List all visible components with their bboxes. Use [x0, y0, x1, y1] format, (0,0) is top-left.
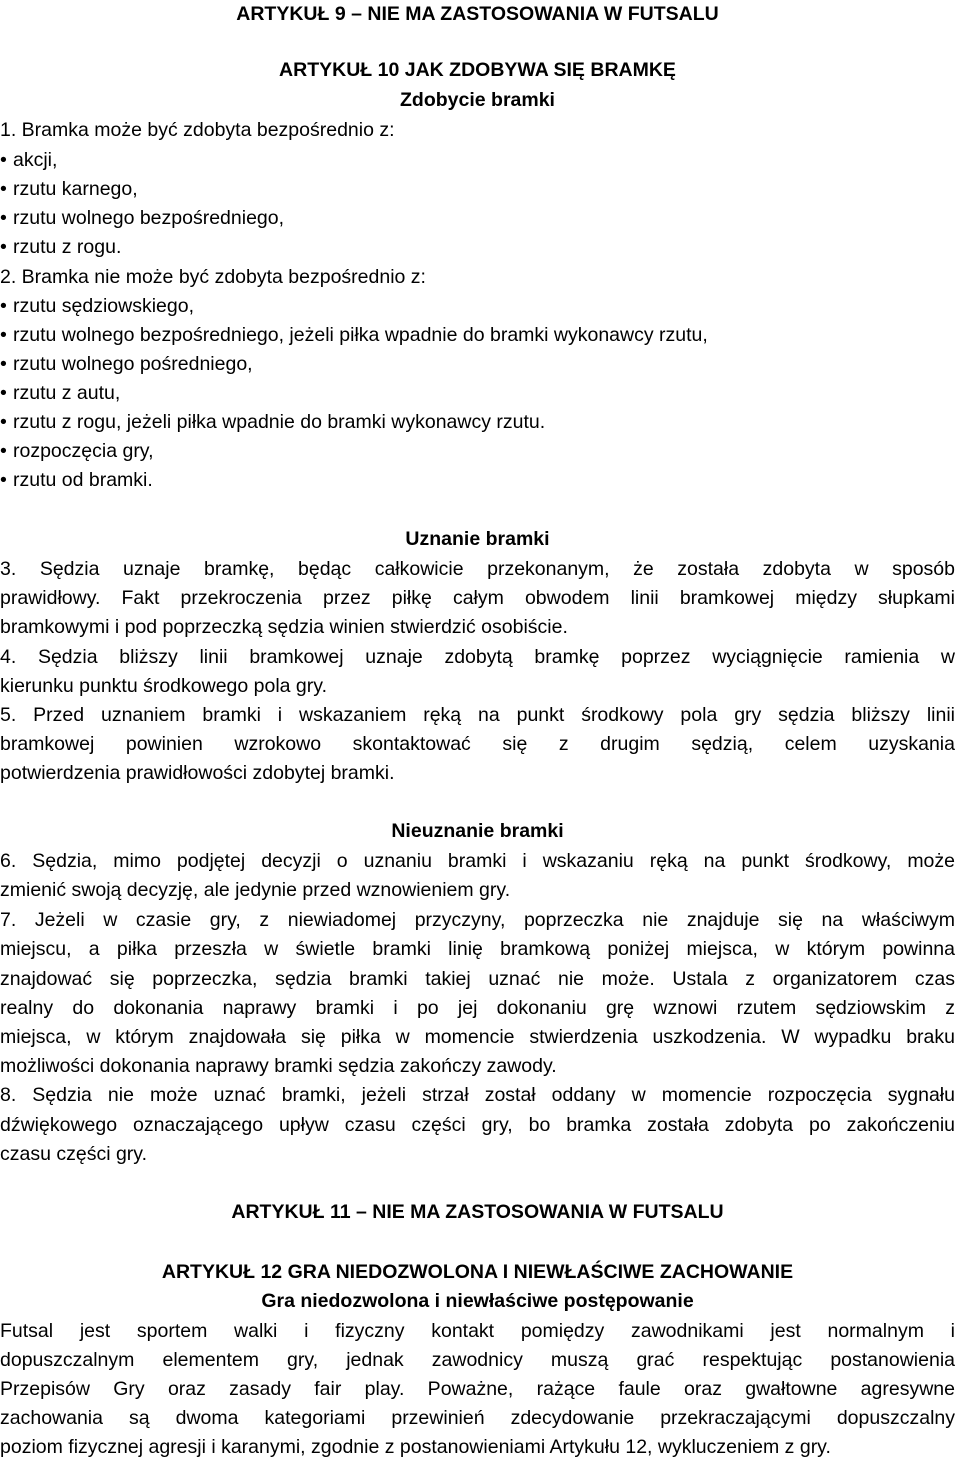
paragraph-8-line: czasu części gry. — [0, 1143, 148, 1165]
paragraph-5-line: 5. Przed uznaniem bramki i wskazaniem ręką na punkt środkowy pola gry sędzia bliższy linii — [0, 704, 955, 726]
paragraph-7-line: znajdować się poprzeczka, sędzia bramki takiej uznać nie może. Ustala z organizatorem czas — [0, 968, 955, 990]
paragraph-12-line: Futsal jest sportem walki i fizyczny kontakt pomiędzy zawodnikami jest normalnym i — [0, 1320, 955, 1342]
paragraph-4-line: kierunku punktu środkowego pola gry. — [0, 675, 327, 697]
list-item: • akcji, — [0, 146, 955, 175]
list-item: • rzutu karnego, — [0, 175, 955, 204]
paragraph-8-line: dźwiękowego oznaczającego upływ czasu części gry, bo bramka została zdobyta po zakończeniu — [0, 1114, 955, 1136]
paragraph-5-line: bramkowej powinien wzrokowo skontaktować się z drugim sędzią, celem uzyskania — [0, 733, 955, 755]
paragraph-6-line: zmienić swoją decyzję, ale jedynie przed wznowieniem gry. — [0, 879, 511, 901]
list-item: • rzutu od bramki. — [0, 466, 955, 495]
article-10-title: ARTYKUŁ 10 JAK ZDOBYWA SIĘ BRAMKĘ — [279, 59, 676, 81]
paragraph-7-line: możliwości dokonania naprawy bramki sędzia zakończy zawody. — [0, 1055, 557, 1077]
article-9-title: ARTYKUŁ 9 – NIE MA ZASTOSOWANIA W FUTSALU — [236, 3, 719, 25]
paragraph-5-line: potwierdzenia prawidłowości zdobytej bramki. — [0, 762, 395, 784]
paragraph-3-line: bramkowymi i pod poprzeczką sędzia winien stwierdzić osobiście. — [0, 616, 568, 638]
paragraph-12-line: dopuszczalnym elementem gry, jednak zawodnicy muszą grać respektując postanowienia — [0, 1349, 955, 1371]
list-item: • rzutu wolnego bezpośredniego, — [0, 204, 955, 233]
list-item: • rzutu z rogu, jeżeli piłka wpadnie do bramki wykonawcy rzutu. — [0, 408, 955, 437]
paragraph-6-line: 6. Sędzia, mimo podjętej decyzji o uznaniu bramki i wskazaniu ręką na punkt środkowy, może — [0, 850, 955, 872]
paragraph-7-line: miejscu, a piłka przeszła w świetle bramki linię bramkową poniżej miejsca, w którym powinna — [0, 938, 955, 960]
subheading-goal-scored: Zdobycie bramki — [400, 89, 555, 111]
list-item: • rzutu z rogu. — [0, 233, 955, 262]
paragraph-1-intro: 1. Bramka może być zdobyta bezpośrednio z: — [0, 119, 395, 141]
paragraph-7-line: realny do dokonania naprawy bramki i po jej dokonaniu grę wznowi rzutem sędziowskim z — [0, 997, 955, 1019]
paragraph-3-line: prawidłowy. Fakt przekroczenia przez piłkę całym obwodem linii bramkowej między słupkami — [0, 587, 955, 609]
subheading-foul-play: Gra niedozwolona i niewłaściwe postępowanie — [261, 1290, 694, 1312]
paragraph-12-line: zachowania są dwoma kategoriami przewinień zdecydowanie przekraczającymi dopuszczalny — [0, 1407, 955, 1429]
paragraph-7-line: 7. Jeżeli w czasie gry, z niewiadomej przyczyny, poprzeczka nie znajduje się na właściwym — [0, 909, 955, 931]
article-11-title: ARTYKUŁ 11 – NIE MA ZASTOSOWANIA W FUTSALU — [231, 1201, 724, 1223]
article-12-title: ARTYKUŁ 12 GRA NIEDOZWOLONA I NIEWŁAŚCIWE ZACHOWANIE — [161, 1261, 794, 1283]
paragraph-2-intro: 2. Bramka nie może być zdobyta bezpośrednio z: — [0, 266, 426, 288]
paragraph-8-line: 8. Sędzia nie może uznać bramki, jeżeli strzał został oddany w momencie rozpoczęcia sygnału — [0, 1084, 955, 1106]
list-item: • rzutu z autu, — [0, 379, 955, 408]
paragraph-12-line: poziom fizycznej agresji i karanymi, zgodnie z postanowieniami Artykułu 12, wykluczeniem z gry. — [0, 1436, 831, 1458]
list-item: • rzutu sędziowskiego, — [0, 292, 955, 321]
list-item: • rzutu wolnego pośredniego, — [0, 350, 955, 379]
paragraph-4-line: 4. Sędzia bliższy linii bramkowej uznaje zdobytą bramkę poprzez wyciągnięcie ramienia w — [0, 646, 955, 668]
paragraph-7-line: miejsca, w którym znajdowała się piłka w momencie stwierdzenia uszkodzenia. W wypadku braku — [0, 1026, 955, 1048]
list-item: • rozpoczęcia gry, — [0, 437, 955, 466]
paragraph-3-line: 3. Sędzia uznaje bramkę, będąc całkowicie przekonanym, że została zdobyta w sposób — [0, 558, 955, 580]
paragraph-12-line: Przepisów Gry oraz zasady fair play. Poważne, rażące faule oraz gwałtowne agresywne — [0, 1378, 955, 1400]
subheading-goal-recognition: Uznanie bramki — [405, 528, 550, 550]
list-item: • rzutu wolnego bezpośredniego, jeżeli piłka wpadnie do bramki wykonawcy rzutu, — [0, 321, 955, 350]
subheading-goal-nonrecognition: Nieuznanie bramki — [391, 820, 564, 842]
